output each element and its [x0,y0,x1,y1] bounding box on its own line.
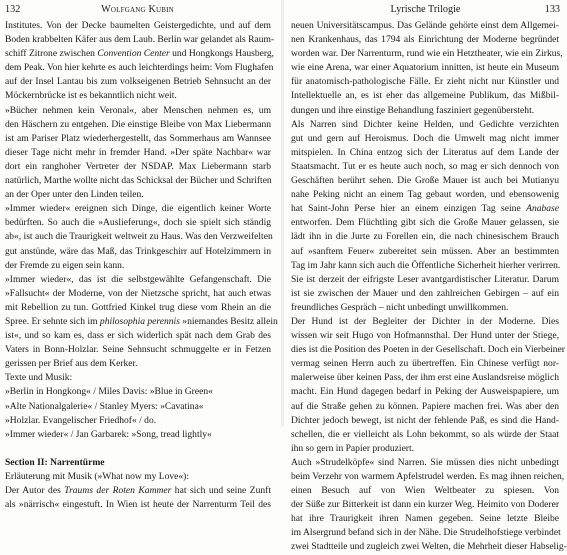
text-line: mitspielen. In China entzog sich der Literatus auf dem Lande der [291,146,559,158]
text-line: freundliches Gespräch – nicht unbedingt unwillkommen. [291,301,509,313]
text-line: auf die Straße gehen zu können. Papiere machen frei. Was aber den [291,400,559,412]
text-line: »Immer wieder«, das ist die selbstgewählte Gefangenschaft. Die [5,273,271,285]
text-line: vermag seinen Herrn auch zu übertreffen. Ein Chinese verfügt nor- [291,358,559,370]
text-line: hat Saint-John Perse hier an einem einzigen Tag seine Anabase [291,203,559,215]
text-line: gut anstünde, wäre das Maß, das Trinkgeschirr auf Hotelzimmern in [5,245,271,257]
left-page-header [5,3,270,17]
text-line: ist sie zwischen der Mauer und den zahlreichen Gebirgen – auf ein [291,287,559,299]
running-head: Wolfgang Kubin [101,4,174,15]
running-head: Lyrische Trilogie [390,4,461,15]
text-line: dem Peak. Von hier kehrte es auch leichterdings heim: Vom Flughafen [5,62,274,74]
text-line: »Bücher nehmen kein Veronal«, aber Menschen nehmen es, um [5,104,271,116]
text-line: Der Autor des Traums der Roten Kammer hat sich und seine Zunft [5,485,271,497]
text-line: »Berlin in Hongkong« / Miles Davis: »Blue in Green« [5,386,213,398]
text-line: »Fallsucht« der Moderne, von der Nietzsche spricht, hat auch etwas [5,287,271,299]
text-line: Boden krabbelten Käfer aus dem Laub. Berlin war gelandet als Raum- [5,34,275,46]
text-line: worden war. Der Narrenturm, rund wie ein Hetztheater, wie ein Zirkus, [291,48,563,60]
page-number: 133 [544,4,560,15]
left-page [0,0,283,511]
text-line: Möckernbrücke ist es bekanntlich nicht weit. [5,90,177,102]
text-line: wissen wir seit Hugo von Hofmannsthal. Der Hund unter der Stiege, [291,330,559,342]
text-line: Auch »Strudelköpfe« sind Narren. Sie müssen dies nicht unbedingt [291,456,559,468]
right-page [283,0,567,553]
text-line: auf der Insel Lantau bis zum volkseigenen Betrieb Sehnsucht an der [5,76,271,88]
text-line: Geschäften berührt sehen. Die Große Mauer ist auch bei Mutianyu [291,175,559,187]
right-page-body [291,19,567,555]
text-line: nen Krankenhaus, das 1794 als Einrichtung der Moderne begründet [291,34,559,46]
text-line: »Immer wieder« / Jan Garbarek: »Song, tread lightly« [5,428,212,440]
text-line: hat ihre Traurigkeit ihren Namen gegeben. Seine letzte Bleibe [291,513,559,525]
text-line: schellen, die er vielleicht als Lohn bekommt, so als würde der Staat [291,428,559,440]
text-line: Institutes. Von der Decke baumelten Geistergedichte, und auf dem [5,20,271,31]
text-line: Der Hund ist der Begleiter der Dichter in der Moderne. Dies [291,315,559,327]
text-line: bedürften. So auch die »Auslieferung«, doch sie spielt sich ständig [5,217,271,229]
text-line: ab«, ist auch die Traurigkeit weltweit zu Haus. Was den Verzweifelten [5,231,273,243]
text-line: beim Verzehr von warmem Apfelstrudel werden. Es mag ihnen reichen, [291,471,565,482]
text-line: Erläuterung mit Musik (»What now my Love«): [5,471,190,482]
text-line: im Alsergrund befand sich in der Nähe. Die Strudelhofstiege verbindet [291,527,561,539]
text-line: dieser Tage nicht mehr in fremder Hand. »Der späte Nachbar« war [5,146,271,158]
text-line: Dichter jedoch bewegt, ist nicht der fehlende Paß, es sind die Hand- [291,414,559,426]
text-line [5,442,271,456]
text-line: malerweise über keinen Pass, der ihm erst eine Auslandsreise möglich [291,372,559,384]
text-line: nahe Peking nicht an einem Tag gebaut worden, und ebensowenig [291,189,559,201]
text-line: Tag im Jahr kann sich auch die Öffentliche Sicherheit hierher verirren. [291,259,561,271]
text-line: gut und gern auf Heroismus. Doch die Umwelt mag nicht immer [291,132,559,144]
text-line: neuen Universitätscampus. Das Gelände gehörte einst dem Allgemei- [291,20,559,31]
text-line: für anatomisch-pathologische Fälle. Er zieht nicht nur Künstler und [291,76,559,88]
text-line: der Fremde zu eigen sein kann. [5,259,125,271]
text-line: Staatsmacht. Tut er es heute auch noch, so mag er sich dennoch von [291,160,559,172]
text-line: ist am Pariser Platz wiederhergestellt, das Sommerhaus am Wannsee [5,132,271,144]
text-line: gerissen per Brief aus dem Kerker. [5,358,138,370]
text-line: als »närrisch« eingestuft. In Wien ist heute der Narrenturm Teil des [5,499,271,511]
text-line: macht. Ein Hund dagegen bedarf in Peking der Ausweispapiere, um [291,386,559,398]
text-line: Intellektuelle an, es ist eher das allgemeine Publikum, das Mißbil- [291,90,559,102]
left-page-body [5,19,278,512]
text-line: Spree. Er sehnte sich im philosophia perennis »niemandes Besitz allein [5,315,278,327]
text-line: der Süße zur Bitterkeit ist dann ein kurzer Weg. Heimito von Doderer [291,499,559,511]
page-number: 132 [5,4,21,15]
text-line: »Alte Nationalgalerie« / Stanley Myers: »Cavatina« [5,400,204,412]
text-line: mit Rebellion zu tun. Gottfried Kinkel trug diese vom Rhein an die [5,301,271,313]
section-heading: Section II: Narrentürme [5,456,105,468]
text-line: dungen und ihre einstige Behandlung fasziniert gegenübersteht. [291,104,535,116]
text-line: einen Besuch auf von Wien Weltbeater zu spiesen. Von [291,485,559,497]
text-line: an der Oper unter den Linden teilen. [5,189,144,201]
text-line: natürlich, Marthe wollte nicht das Schicksal der Bücher und Schriften [5,175,272,187]
text-line: Als Narren sind Dichter keine Helden, und Gedichte verzichten [291,118,559,130]
text-line: Texte und Musik: [5,372,73,384]
text-line: ist«, und so kam es, dass er sich widerlich spät nach dem Grab des [5,330,271,342]
text-line: wie eine Arena, war einer Aquatorium innitten, ist heute ein Museum [291,62,559,74]
text-line: den Häschern zu entgehen. Die einstige Bleibe von Max Liebermann [5,118,271,130]
text-line: zwei Stadtteile und zugleich zwei Welten, die Mehrheit dieser Habselig- [291,541,567,553]
text-line: Vaters in Bonn-Holzlar. Seine Sehnsucht schmuggelte er in Fetzen [5,344,271,356]
text-line: »Holzlar. Evangelischer Friedhof« / do. [5,414,157,426]
text-line: dort ein ranghoher Vertreter der NSDAP. Max Liebermann starb [5,160,271,172]
text-line: ihn so gern in Papier produziert. [291,442,415,454]
right-page-header [291,3,560,17]
text-line: schiff Zitrone zwischen Convention Center und Hongkongs Hausberg, [5,48,275,60]
text-line: Sie ist derzeit der eifrigste Leser avantgardistischer Literatur. Darum [291,273,559,285]
text-line: dies ist die Position des Poeten in der Gesellschaft. Doch ein Vierbeiner [291,344,565,356]
text-line: »Immer wieder« ereignen sich Dinge, die eigentlich keiner Worte [5,203,271,215]
text-line: lädt ihn in die Jurte zu Forellen ein, die nach chinesischem Brauch [291,231,559,243]
text-line: entworfen. Dem Flüchtling gibt sich die Große Mauer gelassen, sie [291,217,559,229]
text-line: auf »sanftem Feuer« zubereitet sein müssen. Aber an bestimmten [291,245,559,257]
